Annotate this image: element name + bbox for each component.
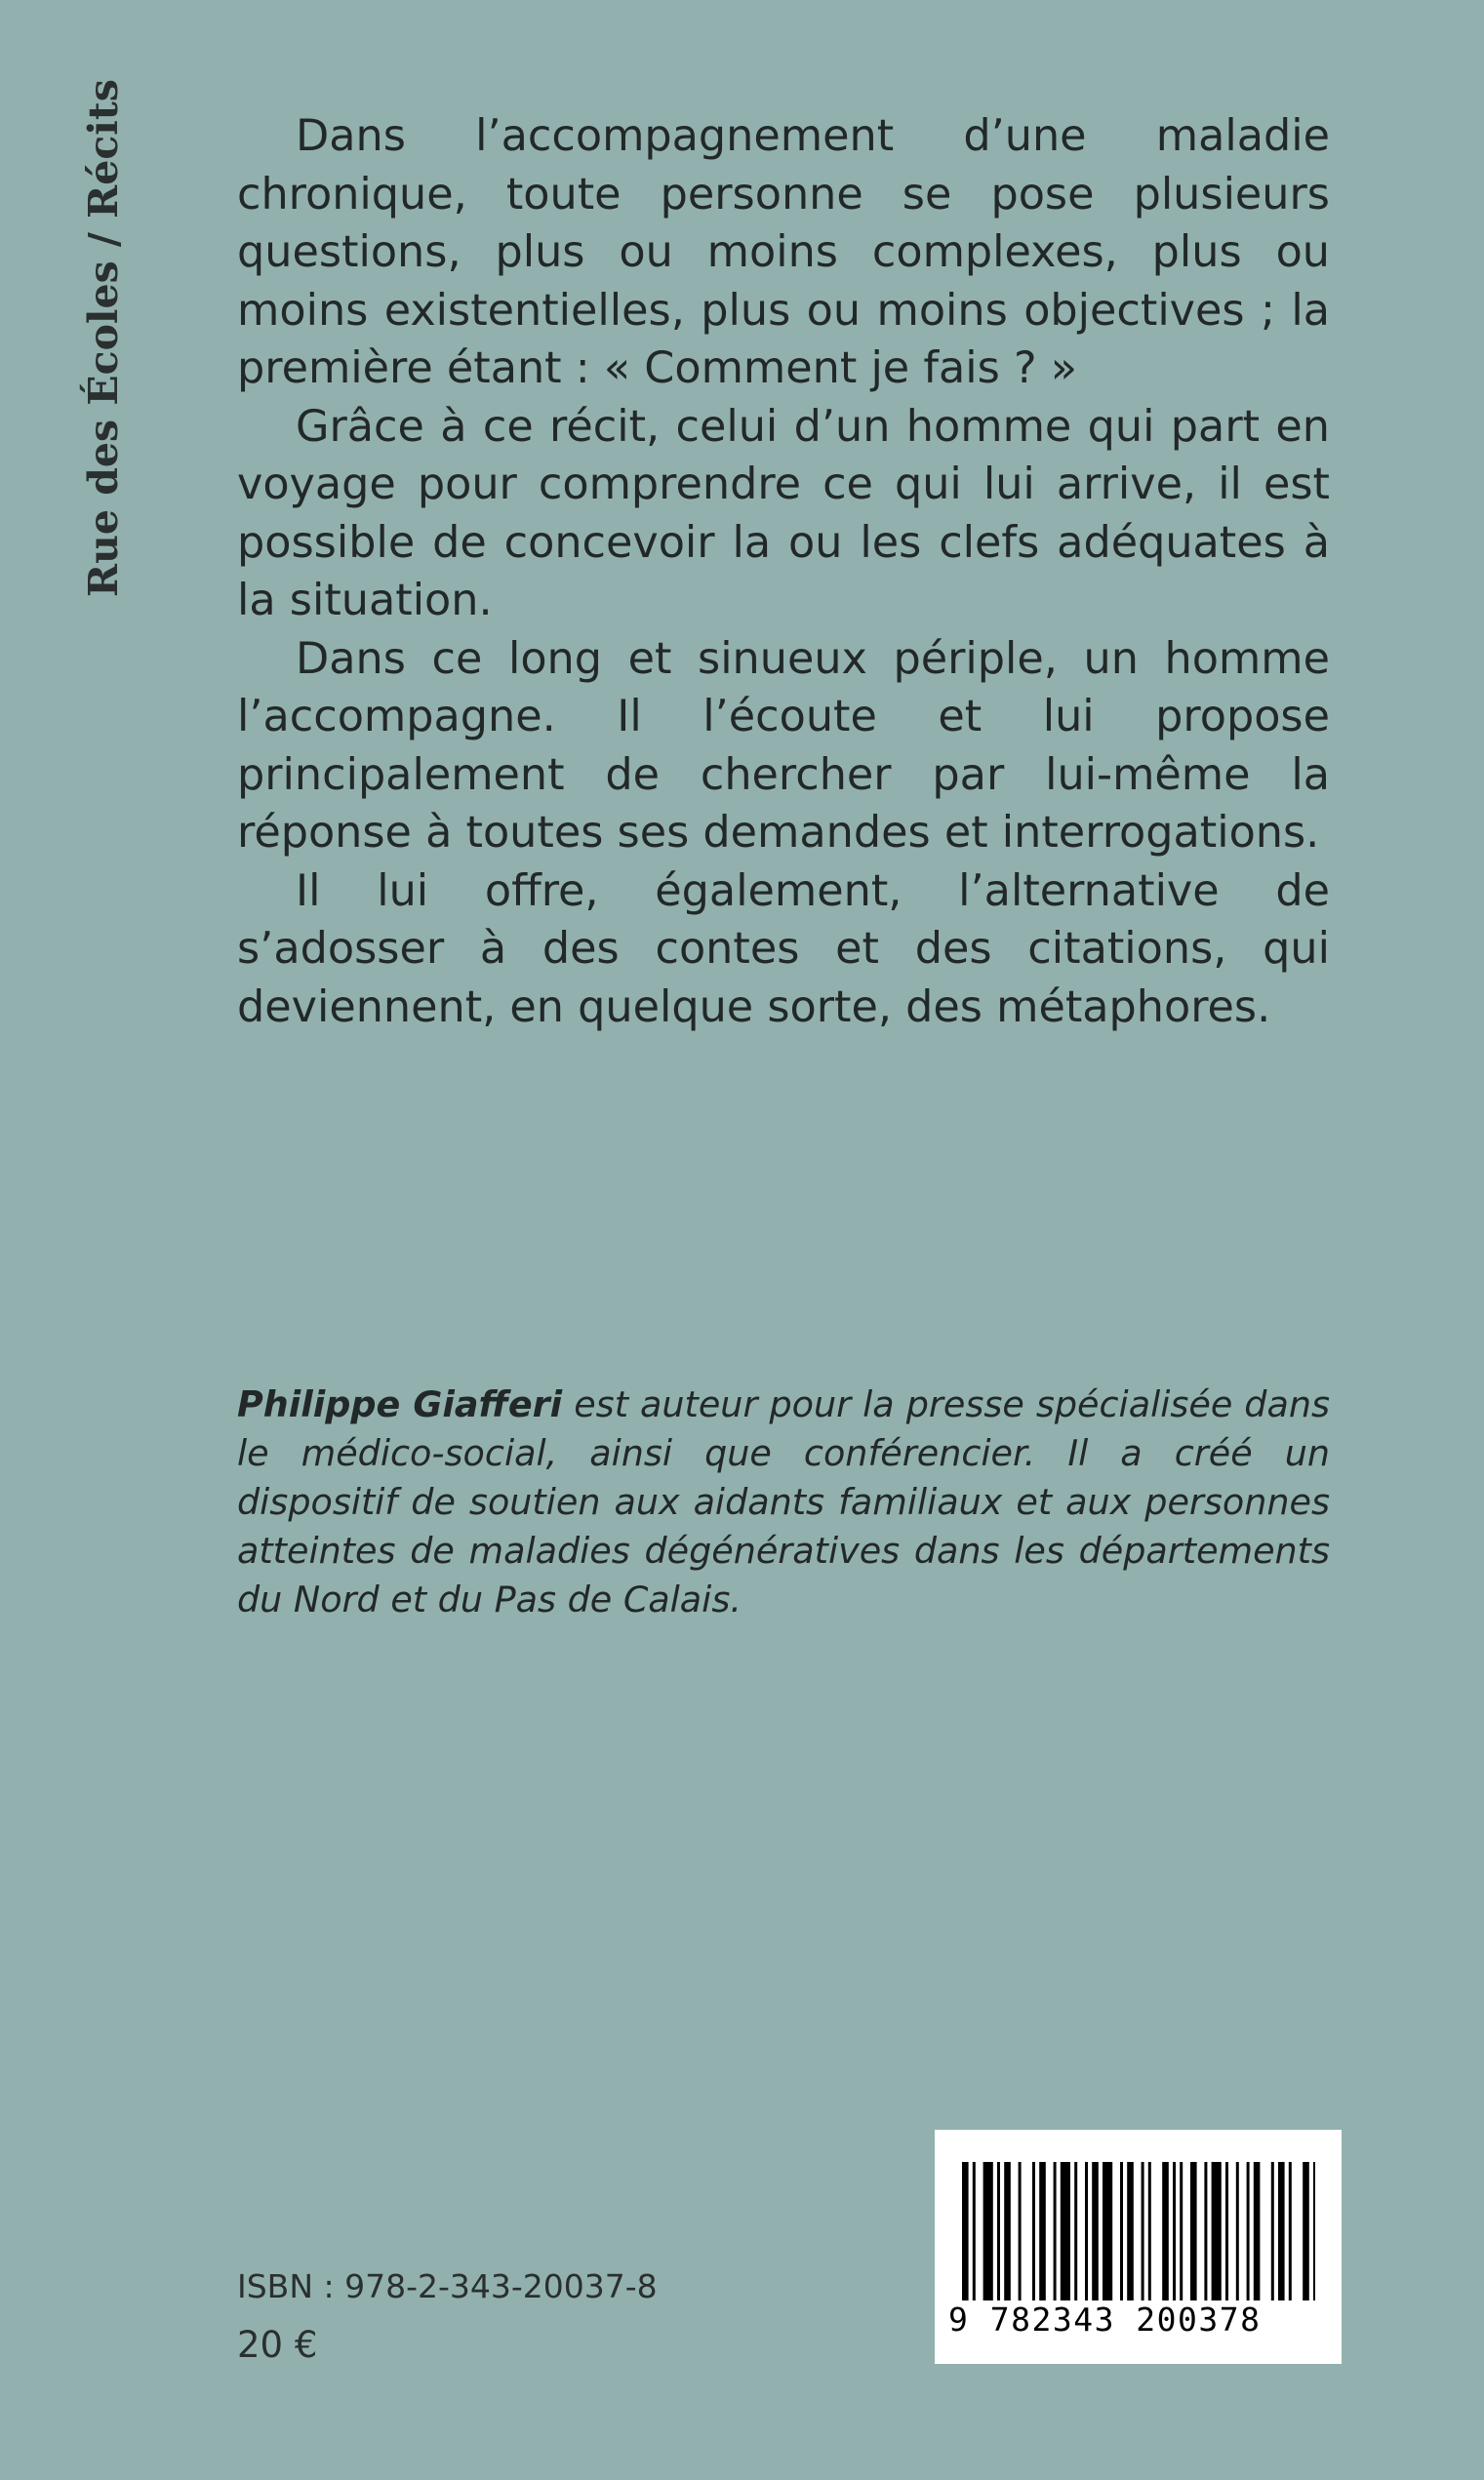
author-name: Philippe Giafferi [237,1383,563,1425]
barcode-bar [1127,2162,1134,2300]
barcode-bar [1054,2162,1057,2300]
barcode-bar [983,2162,993,2300]
barcode-bar [1212,2162,1222,2300]
spine-label [76,79,135,597]
blurb-paragraph: Dans ce long et sinueux périple, un homme l’accompagne. Il l’écoute et lui propose principalement de chercher par lui-même la réponse à toutes ses demandes et interrogations. [237,633,1330,858]
barcode-bar [1278,2162,1285,2300]
barcode-bar [1303,2162,1309,2300]
price-text: 20 € [237,2324,318,2366]
barcode-bar [1190,2162,1197,2300]
barcode-bar [1074,2162,1077,2300]
barcode [935,2130,1342,2364]
barcode-bar [1032,2162,1035,2300]
author-bio-text: est auteur pour la presse spécialisée dans le médico-social, ainsi que conférencier. Il a créé un dispositif de soutien aux aidants familiaux et aux personnes atteintes de maladies dégénératives dans les départements du Nord et du Pas de Calais. [237,1383,1330,1620]
barcode-bar [1085,2162,1088,2300]
barcode-bars [962,2162,1315,2308]
barcode-bar [997,2162,1000,2300]
barcode-bar [1289,2162,1292,2300]
blurb-paragraph: Dans l’accompagnement d’une maladie chronique, toute personne se pose plusieurs questions, plus ou moins complexes, plus ou moins existentielles, plus ou moins objectives ; la première étant : « Comment je fais ? » [237,111,1330,393]
blurb-paragraph: Il lui offre, également, l’alternative de s’adosser à des contes et des citations, qui deviennent, en quelque sorte, des métaphores. [237,865,1330,1032]
barcode-bar [973,2162,976,2300]
barcode-bar [1313,2162,1315,2300]
barcode-bar [1247,2162,1250,2300]
barcode-bar [1271,2162,1274,2300]
barcode-bar [1103,2162,1112,2300]
barcode-bar [1019,2162,1022,2300]
barcode-bar [1225,2162,1228,2300]
barcode-bar [1061,2162,1070,2300]
barcode-bar [1092,2162,1099,2300]
barcode-bar [1148,2162,1151,2300]
back-cover-blurb [237,107,1330,1036]
barcode-bar [1120,2162,1123,2300]
barcode-bar [1142,2162,1144,2300]
barcode-digits: 9 782343 200378 [948,2300,1262,2339]
barcode-bar [1180,2162,1183,2300]
isbn-text: ISBN : 978-2-343-20037-8 [237,2267,658,2305]
barcode-bar [1004,2162,1011,2300]
barcode-bar [962,2162,969,2300]
series-title: Rue des Écoles / Récits [80,79,127,597]
barcode-bar [1039,2162,1046,2300]
blurb-paragraph: Grâce à ce récit, celui d’un homme qui part en voyage pour comprendre ce qui lui arrive, il est possible de concevoir la ou les clefs adéquates à la situation. [237,401,1330,625]
barcode-bar [1162,2162,1169,2300]
barcode-bar [1173,2162,1176,2300]
barcode-bar [1236,2162,1239,2300]
author-bio [237,1380,1330,1624]
barcode-bar [1254,2162,1261,2300]
barcode-bar [1204,2162,1207,2300]
